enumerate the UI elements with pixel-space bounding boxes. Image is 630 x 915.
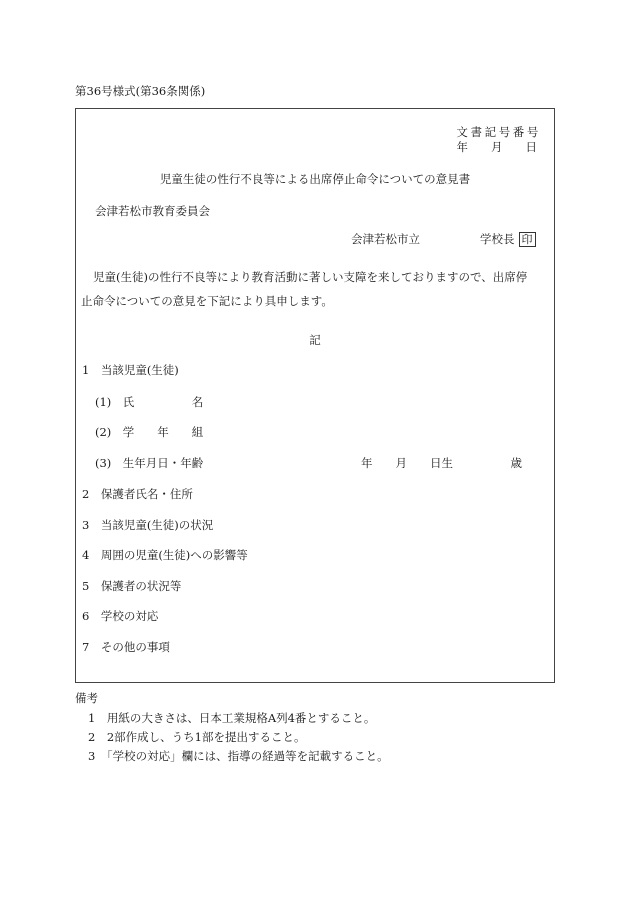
ki-heading: 記: [309, 333, 321, 347]
document-number-label: 文書記号番号: [456, 125, 541, 139]
item-2: 2 保護者氏名・住所: [82, 487, 193, 501]
document-heading: 児童生徒の性行不良等による出席停止命令についての意見書: [159, 172, 471, 186]
item-1-birthdate-label: (3) 生年月日・年齢: [95, 456, 204, 470]
item-4: 4 周囲の児童(生徒)への影響等: [82, 548, 248, 562]
form-number-title: 第36号様式(第36条関係): [75, 84, 206, 98]
item-1-birthdate-value: 年 月 日生 歳: [361, 456, 522, 470]
body-text-line-1: 児童(生徒)の性行不良等により教育活動に著しい支障を来しておりますので、出席停: [93, 270, 528, 284]
item-1-grade-class: (2) 学 年 組: [95, 425, 204, 439]
item-3: 3 当該児童(生徒)の状況: [82, 518, 214, 532]
opinion-form-box: [75, 108, 555, 683]
item-7: 7 その他の事項: [82, 640, 170, 654]
item-1-name: (1) 氏 名: [95, 395, 204, 409]
date-line: 年 月 日: [456, 140, 537, 154]
item-1: 1 当該児童(生徒): [82, 363, 179, 377]
note-1: 1 用紙の大きさは、日本工業規格A列4番とすること。: [88, 711, 376, 725]
addressee: 会津若松市教育委員会: [95, 204, 210, 218]
principal-signature: [480, 232, 536, 247]
sender-school: 会津若松市立: [351, 232, 420, 246]
seal-mark: 印: [519, 232, 536, 247]
item-6: 6 学校の対応: [82, 609, 159, 623]
note-2: 2 2部作成し、うち1部を提出すること。: [88, 730, 306, 744]
notes-title: 備考: [75, 691, 98, 705]
note-3: 3 「学校の対応」欄には、指導の経過等を記載すること。: [88, 749, 389, 763]
body-text-line-2: 止命令についての意見を下記により具申します。: [81, 294, 333, 308]
item-5: 5 保護者の状況等: [82, 579, 182, 593]
principal-label: 学校長: [480, 232, 515, 246]
